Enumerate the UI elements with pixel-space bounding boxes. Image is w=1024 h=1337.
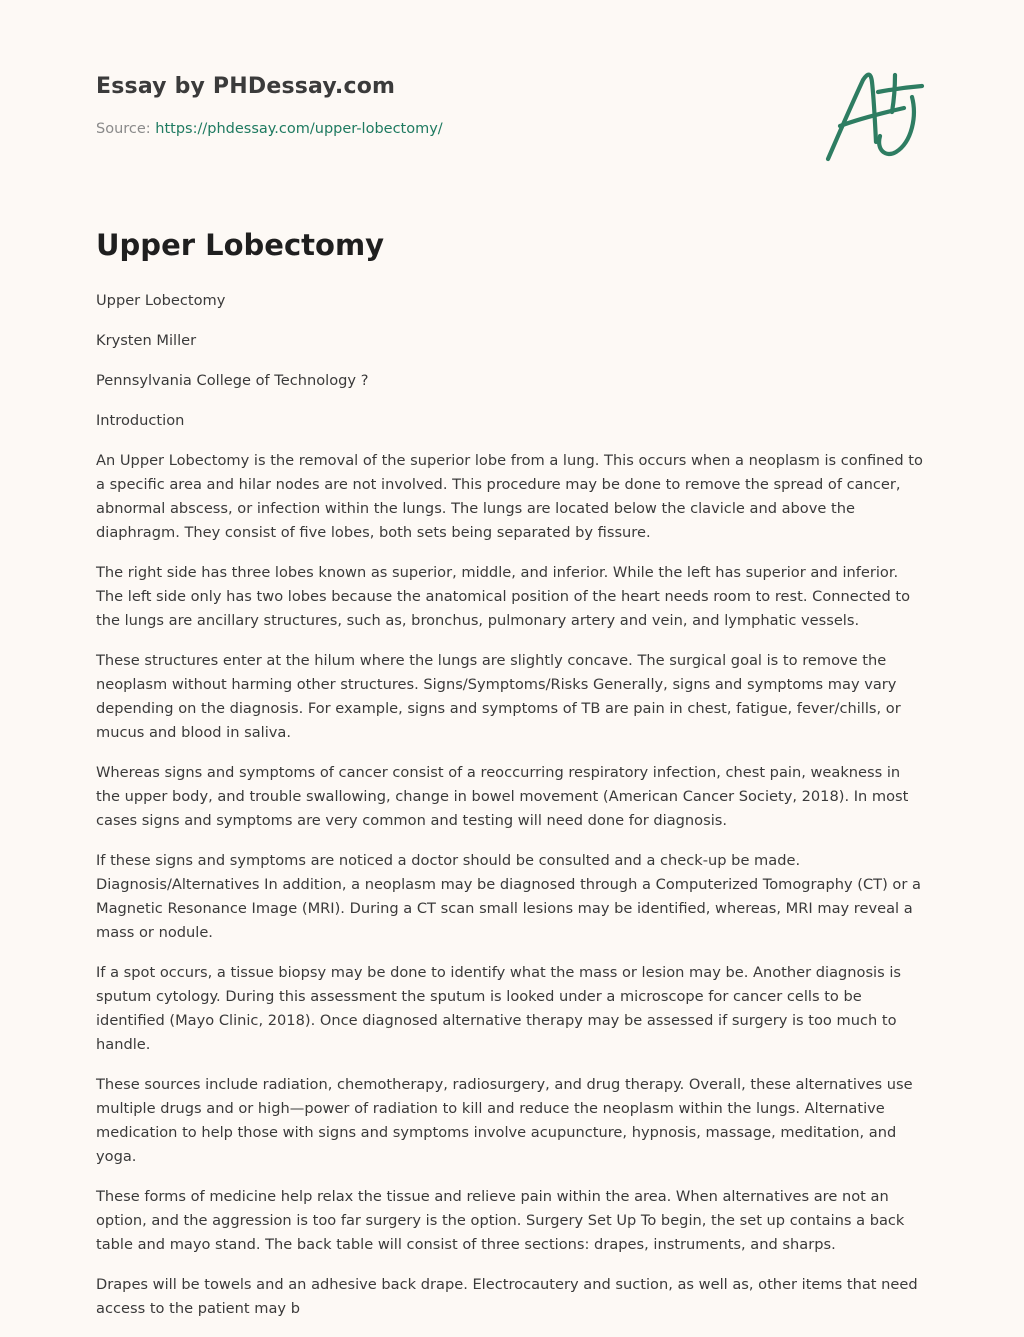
paragraph: Drapes will be towels and an adhesive back drape. Electrocautery and suction, as well as, other items that need access to the patient may b bbox=[96, 1276, 918, 1317]
essay-title: Upper Lobectomy bbox=[96, 228, 385, 262]
paragraph: These sources include radiation, chemotherapy, radiosurgery, and drug therapy. Overall, these alternatives use multiple drugs and or high—power of radiation to kill and reduce the neoplasm within the lungs. Alternative medication to help those with signs and symptoms involve acupuncture, hypnosis, massage, meditation, and yoga. bbox=[96, 1076, 913, 1165]
paragraph: These forms of medicine help relax the tissue and relieve pain within the area. When alternatives are not an option, and the aggression is too far surgery is the option. Surgery Set Up To begin, the set up contains a back table and mayo stand. The back table will consist of three sections: drapes, instruments, and sharps. bbox=[96, 1188, 905, 1253]
paragraph: The right side has three lobes known as superior, middle, and inferior. While the left has superior and inferior. The left side only has two lobes because the anatomical position of the heart needs room to rest. Connected to the lungs are ancillary structures, such as, bronchus, pulmonary artery and vein, and lymphatic vessels. bbox=[96, 564, 911, 629]
source-line bbox=[96, 121, 816, 137]
paragraph: Whereas signs and symptoms of cancer consist of a reoccurring respiratory infection, chest pain, weakness in the upper body, and trouble swallowing, change in bowel movement (American Cancer Society, 2018). In most cases signs and symptoms are very common and testing will need done for diagnosis. bbox=[96, 764, 909, 829]
paragraph: If a spot occurs, a tissue biopsy may be done to identify what the mass or lesion may be. Another diagnosis is sputum cytology. During this assessment the sputum is looked under a microscope for cancer cells to be identified (Mayo Clinic, 2018). Once diagnosed alternative therapy may be assessed if surgery is too much to handle. bbox=[96, 964, 902, 1053]
essay-author: Krysten Miller bbox=[96, 332, 197, 349]
page-header bbox=[96, 74, 816, 137]
essay-subtitle: Upper Lobectomy bbox=[96, 292, 226, 309]
section-heading: Introduction bbox=[96, 412, 185, 429]
paragraph: An Upper Lobectomy is the removal of the superior lobe from a lung. This occurs when a neoplasm is confined to a specific area and hilar nodes are not involved. This procedure may be done to remove the spread of cancer, abnormal abscess, or infection within the lungs. The lungs are located below the clavicle and above the diaphragm. They consist of five lobes, both sets being separated by fissure. bbox=[96, 452, 923, 541]
site-title: Essay by PHDessay.com bbox=[96, 74, 396, 99]
source-label: Source: bbox=[96, 121, 156, 137]
source-link[interactable]: https://phdessay.com/upper-lobectomy/ bbox=[155, 121, 443, 137]
essay-institution: Pennsylvania College of Technology ? bbox=[96, 372, 369, 389]
paragraph: These structures enter at the hilum where the lungs are slightly concave. The surgical goal is to remove the neoplasm without harming other structures. Signs/Symptoms/Risks Generally, signs and symptoms may vary depending on the diagnosis. For example, signs and symptoms of TB are pain in chest, fatigue, fever/chills, or mucus and blood in saliva. bbox=[96, 652, 901, 741]
paragraph: If these signs and symptoms are noticed a doctor should be consulted and a check-up be made. Diagnosis/Alternatives In addition, a neoplasm may be diagnosed through a Computerized Tomography (CT) or a Magnetic Resonance Image (MRI). During a CT scan small lesions may be identified, whereas, MRI may reveal a mass or nodule. bbox=[96, 852, 921, 941]
essay-content bbox=[96, 224, 928, 1337]
a-plus-logo-icon bbox=[818, 66, 930, 166]
